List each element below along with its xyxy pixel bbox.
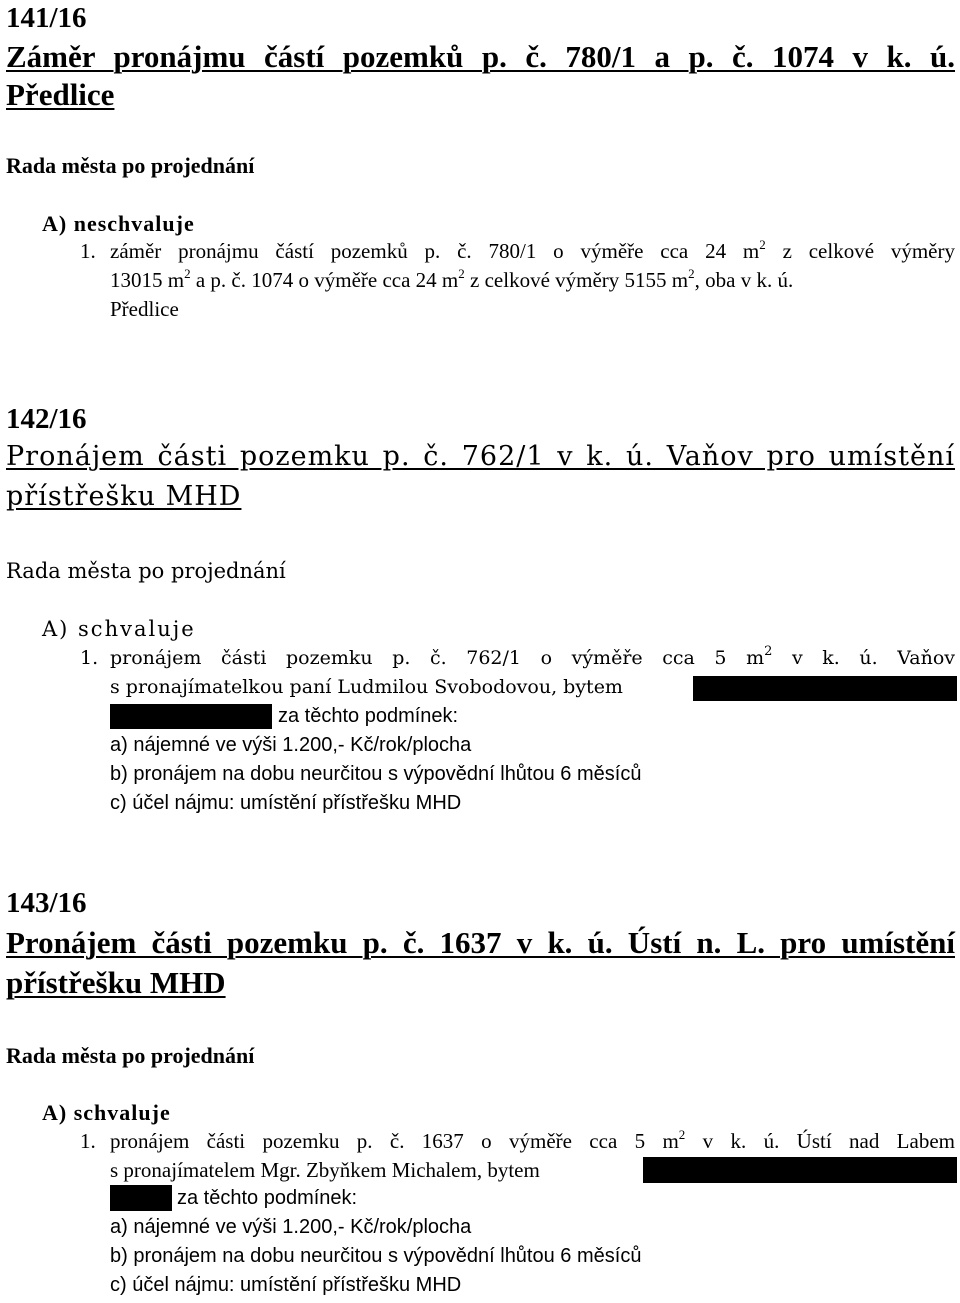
item-text-line: za těchto podmínek: (278, 705, 459, 727)
item-text-line: záměr pronájmu částí pozemků p. č. 780/1 o výměře cca 24 $m^2$ z celkové výměry (110, 237, 955, 263)
resolution-title-cont: Předlice (6, 77, 115, 112)
verdict-label: A) schvaluje (42, 617, 196, 641)
resolution-title: Záměr pronájmu částí pozemků p. č. 780/1 a p. č. 1074 v k. ú. (6, 39, 955, 74)
condition-b: b) pronájem na dobu neurčitou s výpovědní lhůtou 6 měsíců (110, 763, 642, 785)
item-text-line: pronájem části pozemku p. č. 1637 o výměře cca 5 $m^2$ v k. ú. Ústí nad Labem (110, 1127, 955, 1153)
item-text-line: 13015 $m^2$ a p. č. 1074 o výměře cca 24 $m^2$ z celkové výměry 5155 $m^2$, oba v k. ú. (110, 266, 794, 292)
item-text-line: s pronajímatelkou paní Ludmilou Svobodovou, bytem (110, 676, 623, 698)
council-heading: Rada města po projednání (6, 153, 255, 178)
item-text-line: pronájem části pozemku p. č. 762/1 o výměře cca 5 $m^2$ v k. ú. Vaňov (110, 644, 956, 669)
resolution-title: Pronájem části pozemku p. č. 762/1 v k. ú. Vaňov pro umístění (6, 441, 955, 472)
verdict-label: A) neschvaluje (42, 211, 195, 236)
resolution-title-cont: přístřešku MHD (6, 965, 226, 1000)
verdict-label: A) schvaluje (42, 1100, 171, 1125)
resolution-number: 142/16 (6, 403, 87, 435)
council-heading: Rada města po projednání (6, 1043, 255, 1068)
council-heading: Rada města po projednání (6, 559, 286, 583)
item-number: 1. (80, 1129, 96, 1153)
redaction-bar (110, 704, 272, 729)
condition-a: a) nájemné ve výši 1.200,- Kč/rok/plocha (110, 734, 472, 756)
resolution-number: 141/16 (6, 2, 87, 34)
redaction-bar (110, 1185, 172, 1211)
item-text-line: s pronajímatelem Mgr. Zbyňkem Michalem, bytem (110, 1158, 540, 1182)
item-number: 1. (80, 647, 99, 669)
condition-c: c) účel nájmu: umístění přístřešku MHD (110, 1274, 462, 1296)
condition-b: b) pronájem na dobu neurčitou s výpovědní lhůtou 6 měsíců (110, 1245, 642, 1267)
resolution-title: Pronájem části pozemku p. č. 1637 v k. ú. Ústí n. L. pro umístění (6, 925, 955, 960)
condition-c: c) účel nájmu: umístění přístřešku MHD (110, 792, 462, 814)
redaction-bar (643, 1157, 957, 1183)
resolution-number: 143/16 (6, 887, 87, 919)
item-text-line: za těchto podmínek: (177, 1187, 358, 1209)
condition-a: a) nájemné ve výši 1.200,- Kč/rok/plocha (110, 1216, 472, 1238)
redaction-bar (693, 676, 957, 701)
item-number: 1. (80, 239, 96, 263)
item-text-line: Předlice (110, 297, 179, 321)
resolution-title-cont: přístřešku MHD (6, 481, 242, 512)
